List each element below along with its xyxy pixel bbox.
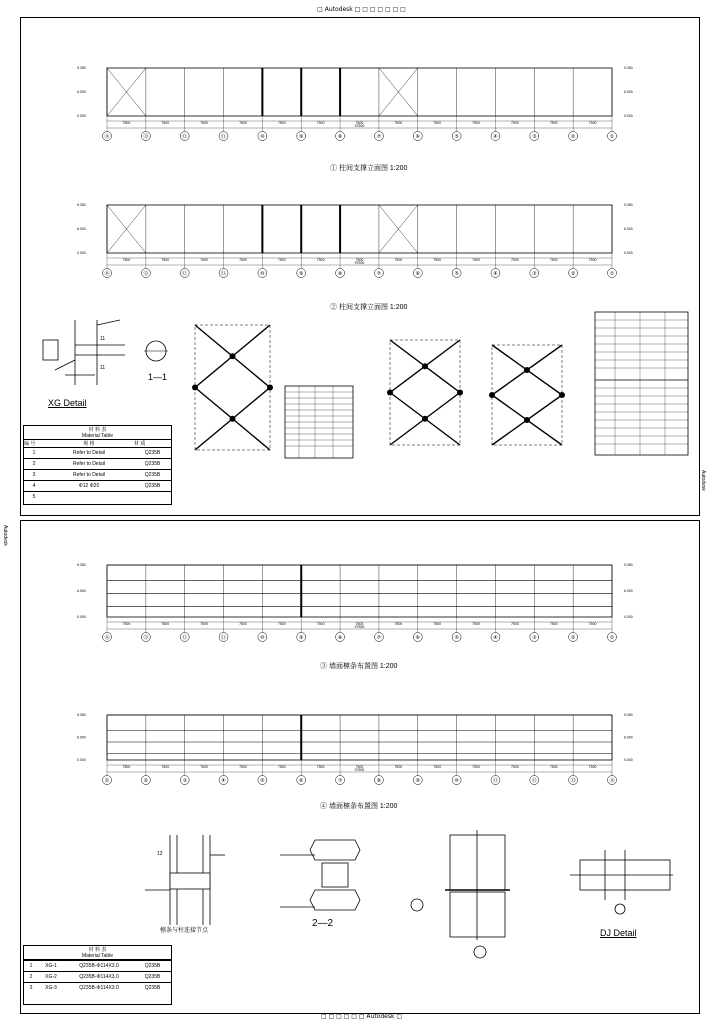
bay-dimension: 7500 [433, 622, 442, 626]
grid-axis-label: ⑧ [337, 270, 343, 277]
elevation-mark-right: 0.000 [624, 615, 633, 619]
grid-axis-label: ④ [493, 634, 498, 641]
grid-axis-label: ② [570, 270, 576, 277]
table1-cell: Q235B [144, 483, 161, 489]
drawing-footer-mark: □ □ □ □ □ □ Autodesk □ [320, 1013, 403, 1020]
grid-axis-label: ⑥ [298, 777, 304, 784]
dj-detail-label: DJ Detail [600, 928, 637, 938]
elevation-mark-left: 0.000 [77, 615, 86, 619]
bracing-node [192, 385, 198, 391]
bay-dimension: 7500 [510, 121, 519, 125]
grid-axis-label: ① [609, 634, 615, 641]
bay-dimension: 7500 [239, 121, 247, 125]
bracing-node [230, 353, 236, 359]
grid-axis-label: ⑩ [260, 634, 265, 641]
bay-dimension: 7500 [510, 622, 519, 626]
grid-axis-label: ⑪ [221, 270, 227, 277]
table2-row [24, 971, 171, 982]
bay-dimension: 7500 [122, 121, 131, 125]
table1-cell: Refer to Detail [73, 450, 105, 456]
elevation-mark-left: 0.000 [77, 758, 86, 762]
xg-detail-label: XG Detail [48, 398, 87, 408]
elevation-mark-right: 6.000 [624, 589, 633, 593]
base-connection-drawing [405, 830, 515, 960]
elevation-mark-left: 9.350 [77, 66, 86, 70]
table2-cell: 2 [29, 974, 33, 980]
bay-dimension: 7500 [277, 622, 286, 626]
bracing-detail-2 [387, 340, 463, 445]
bay-dimension: 7500 [472, 622, 480, 626]
grid-axis-label: ③ [182, 777, 187, 784]
bay-dimension: 7500 [200, 121, 209, 125]
grid-axis-label: ⑥ [415, 270, 421, 277]
elevation-3-title: ③ 墙面檩条布置图 1:200 [320, 663, 398, 670]
elevation-mark-left: 9.350 [77, 203, 86, 207]
grid-axis-label: ⑥ [415, 133, 421, 140]
elevation-mark-left: 6.000 [77, 90, 86, 94]
table1-header-2: 规 格 [83, 441, 95, 447]
grid-axis-label: ⑤ [454, 270, 459, 277]
total-dimension: 97500 [354, 124, 365, 128]
drawing-header-mark: □ Autodesk □ □ □ □ □ □ □ [317, 6, 406, 13]
bay-dimension: 7500 [277, 121, 286, 125]
bay-dimension: 7500 [200, 258, 209, 262]
bay-dimension: 7500 [161, 765, 170, 769]
elevation-mark-right: 9.350 [624, 713, 633, 717]
bay-dimension: 7500 [433, 765, 442, 769]
grid-axis-label: ⑥ [415, 634, 421, 641]
bay-dimension: 7500 [588, 622, 597, 626]
table2-cell: Q235B [144, 985, 161, 991]
grid-axis-label: ① [104, 777, 110, 784]
bracing-detail-1 [192, 325, 273, 450]
table1-header-1: 编 号 [24, 441, 36, 447]
elevation-1-title: ① 柱间支撑立面图 1:200 [330, 165, 408, 172]
bracing-node [524, 417, 530, 423]
grid-axis-label: ⑪ [221, 634, 227, 641]
table2-subtitle: Material Table [81, 953, 114, 959]
table1-cell: Q235B [144, 461, 161, 467]
table2-cell: Q235B-Φ114X3.0 [79, 963, 119, 969]
bay-dimension: 7500 [122, 258, 131, 262]
grid-axis-label: ② [570, 634, 576, 641]
material-table-2 [23, 945, 172, 1005]
elevation-mark-right: 0.000 [624, 251, 633, 255]
svg-text:12: 12 [157, 851, 163, 857]
grid-axis-label: ⑧ [376, 777, 382, 784]
bay-dimension: 7500 [472, 258, 480, 262]
grid-axis-label: ⑤ [454, 133, 459, 140]
table2-row [24, 960, 171, 971]
elevation-mark-right: 9.350 [624, 203, 633, 207]
grid-axis-label: ⑦ [376, 270, 382, 277]
bay-dimension: 7500 [549, 765, 558, 769]
elevation-mark-right: 0.000 [624, 114, 633, 118]
bay-dimension: 7500 [239, 622, 247, 626]
total-dimension: 97500 [354, 261, 365, 265]
table1-cell: Refer to Detail [73, 472, 105, 478]
table1-subtitle: Material Table [81, 433, 114, 439]
purlin-column-node-drawing [145, 835, 235, 930]
grid-axis-label: ⑬ [143, 634, 149, 641]
grid-axis-label: ② [570, 133, 576, 140]
table1-cell: 3 [32, 472, 36, 478]
bay-dimension: 7500 [472, 765, 480, 769]
bay-dimension: 7500 [472, 121, 480, 125]
bay-dimension: 7500 [588, 121, 597, 125]
grid-axis-label: ⑦ [337, 777, 343, 784]
bay-dimension: 7500 [161, 258, 170, 262]
grid-axis-label: ⑬ [570, 777, 576, 784]
side-mark-top: Autodesk [700, 470, 706, 491]
bracing-frame [492, 345, 562, 445]
grid-axis-label: ⑧ [337, 634, 343, 641]
grid-axis-label: ⑨ [298, 634, 304, 641]
grid-axis-label: ⑦ [376, 133, 382, 140]
bay-dimension: 7500 [316, 258, 325, 262]
grid-axis-label: ⑤ [454, 634, 459, 641]
elevation-mark-left: 9.350 [77, 713, 86, 717]
bay-dimension: 7500 [510, 765, 519, 769]
table2-cell: Q235B [144, 963, 161, 969]
bay-dimension: 7500 [200, 765, 209, 769]
side-mark-bottom: Autodesk [2, 525, 8, 546]
bay-dimension: 7500 [316, 121, 325, 125]
grid-axis-label: ⑫ [182, 270, 188, 277]
table2-cell: 3 [29, 985, 33, 991]
table1-header-3: 材 质 [134, 441, 146, 447]
table2-cell: XG-3 [45, 985, 57, 991]
grid-axis-label: ⑬ [143, 270, 149, 277]
bay-dimension: 7500 [433, 258, 442, 262]
elevation-mark-right: 6.000 [624, 735, 633, 740]
bolt-table-right [595, 312, 690, 457]
bay-dimension: 7500 [239, 765, 247, 769]
grid-axis-label: ⑨ [298, 133, 304, 140]
grid-axis-label: ⑩ [260, 270, 265, 277]
table1-cell: Q235B [144, 472, 161, 478]
grid-axis-label: ⑪ [492, 777, 498, 784]
bay-dimension: 7500 [161, 121, 170, 125]
grid-axis-label: ③ [532, 133, 537, 140]
svg-text:11: 11 [100, 336, 106, 342]
table1-cell: 4 [32, 483, 36, 489]
section-1-1-label: 1—1 [148, 372, 168, 382]
purlin-node-note: 檩条与柱连接节点 [160, 928, 209, 934]
grid-axis-label: ⑪ [221, 133, 227, 140]
bay-dimension: 7500 [394, 622, 403, 626]
bracing-node [422, 363, 428, 369]
grid-axis-label: ⑭ [104, 634, 110, 641]
grid-axis-label: ⑨ [415, 777, 421, 784]
dj-detail-drawing [565, 845, 675, 915]
bracing-node [422, 416, 428, 422]
grid-axis-label: ⑩ [454, 777, 459, 784]
grid-axis-label: ⑭ [104, 270, 110, 277]
grid-axis-label: ⑧ [337, 133, 343, 140]
bay-dimension: 7500 [122, 765, 131, 769]
bay-dimension: 7500 [549, 622, 558, 626]
bracing-node [524, 367, 530, 373]
bracing-frame [195, 325, 270, 450]
grid-axis-label: ① [609, 133, 615, 140]
elevation-mark-right: 6.000 [624, 227, 633, 231]
bay-dimension: 7500 [433, 121, 442, 125]
bay-dimension: 7500 [277, 765, 286, 769]
grid-axis-label: ③ [532, 634, 537, 641]
elevation-2-title: ② 柱间支撑立面图 1:200 [330, 304, 408, 311]
bracing-node [559, 392, 565, 398]
elevation-mark-left: 0.000 [77, 114, 86, 118]
bay-dimension: 7500 [161, 622, 170, 626]
bay-dimension: 7500 [200, 622, 209, 626]
table2-cell: 1 [29, 963, 33, 969]
bracing-node [457, 390, 463, 396]
grid-axis-label: ④ [493, 133, 498, 140]
bracing-node [489, 392, 495, 398]
table1-cell: Φ12 Φ20 [78, 483, 100, 489]
grid-axis-label: ② [143, 777, 149, 784]
bracing-node [230, 416, 236, 422]
bay-dimension: 7500 [588, 765, 597, 769]
elevation-mark-right: 9.350 [624, 563, 633, 567]
elevation-mark-right: 0.000 [624, 758, 633, 762]
bracing-node [387, 390, 393, 396]
elevation-mark-left: 9.350 [77, 563, 86, 567]
bay-dimension: 7500 [355, 765, 364, 769]
elevation-mark-left: 0.000 [77, 251, 86, 255]
bolt-table-mid [285, 386, 355, 461]
bracing-node [267, 385, 273, 391]
grid-axis-label: ④ [221, 777, 226, 784]
table1-title: 材 料 表 [88, 427, 107, 433]
grid-axis-label: ⑦ [376, 634, 382, 641]
bay-dimension: 7500 [316, 765, 325, 769]
bracing-detail-3 [489, 345, 565, 445]
grid-axis-label: ⑫ [531, 777, 537, 784]
grid-axis-label: ⑫ [182, 634, 188, 641]
bracing-frame [390, 340, 460, 445]
elevation-mark-right: 9.350 [624, 66, 633, 70]
bay-dimension: 7500 [510, 258, 519, 262]
section-2-2-label: 2—2 [312, 918, 334, 929]
grid-axis-label: ④ [493, 270, 498, 277]
grid-axis-label: ⑩ [260, 133, 265, 140]
table2-title: 材 料 表 [88, 947, 107, 953]
table2-row [24, 982, 171, 993]
table2-cell: XG-1 [45, 963, 57, 969]
bay-dimension: 7500 [394, 765, 403, 769]
table1-cell: 2 [32, 461, 36, 467]
svg-text:11: 11 [100, 365, 106, 371]
table2-cell: Q235B-Φ114X3.0 [79, 985, 119, 991]
elevation-mark-right: 6.000 [624, 90, 633, 94]
section-2-2-drawing [280, 835, 370, 915]
grid-axis-label: ① [609, 270, 615, 277]
bay-dimension: 7500 [549, 121, 558, 125]
elevation-4-title: ④ 墙面檩条布置图 1:200 [320, 803, 398, 810]
table1-cell: Refer to Detail [73, 461, 105, 467]
grid-axis-label: ⑭ [609, 777, 615, 784]
table2-cell: Q235B-Φ114X3.0 [79, 974, 119, 980]
grid-axis-label: ③ [532, 270, 537, 277]
elevation-mark-left: 6.000 [77, 227, 86, 231]
bay-dimension: 7500 [277, 258, 286, 262]
table1-cell: Q235B [144, 450, 161, 456]
elevation-mark-left: 6.000 [77, 589, 86, 593]
grid-axis-label: ⑤ [260, 777, 265, 784]
table2-cell: XG-2 [45, 974, 57, 980]
grid-axis-label: ⑫ [182, 133, 188, 140]
bay-dimension: 7500 [394, 258, 403, 262]
bay-dimension: 7500 [239, 258, 247, 262]
table1-cell: 5 [32, 494, 36, 500]
bay-dimension: 7500 [122, 622, 131, 626]
total-dimension: 97500 [354, 768, 365, 772]
elevation-mark-left: 6.000 [77, 735, 86, 740]
total-dimension: 97500 [354, 625, 365, 629]
table2-cell: Q235B [144, 974, 161, 980]
bay-dimension: 7500 [549, 258, 558, 262]
bay-dimension: 7500 [355, 258, 364, 262]
grid-axis-label: ⑭ [104, 133, 110, 140]
grid-axis-label: ⑨ [298, 270, 304, 277]
bay-dimension: 7500 [394, 121, 403, 125]
bay-dimension: 7500 [316, 622, 325, 626]
table1-cell: 1 [32, 450, 36, 456]
bay-dimension: 7500 [355, 121, 364, 125]
bay-dimension: 7500 [588, 258, 597, 262]
bay-dimension: 7500 [355, 622, 364, 626]
grid-axis-label: ⑬ [143, 133, 149, 140]
